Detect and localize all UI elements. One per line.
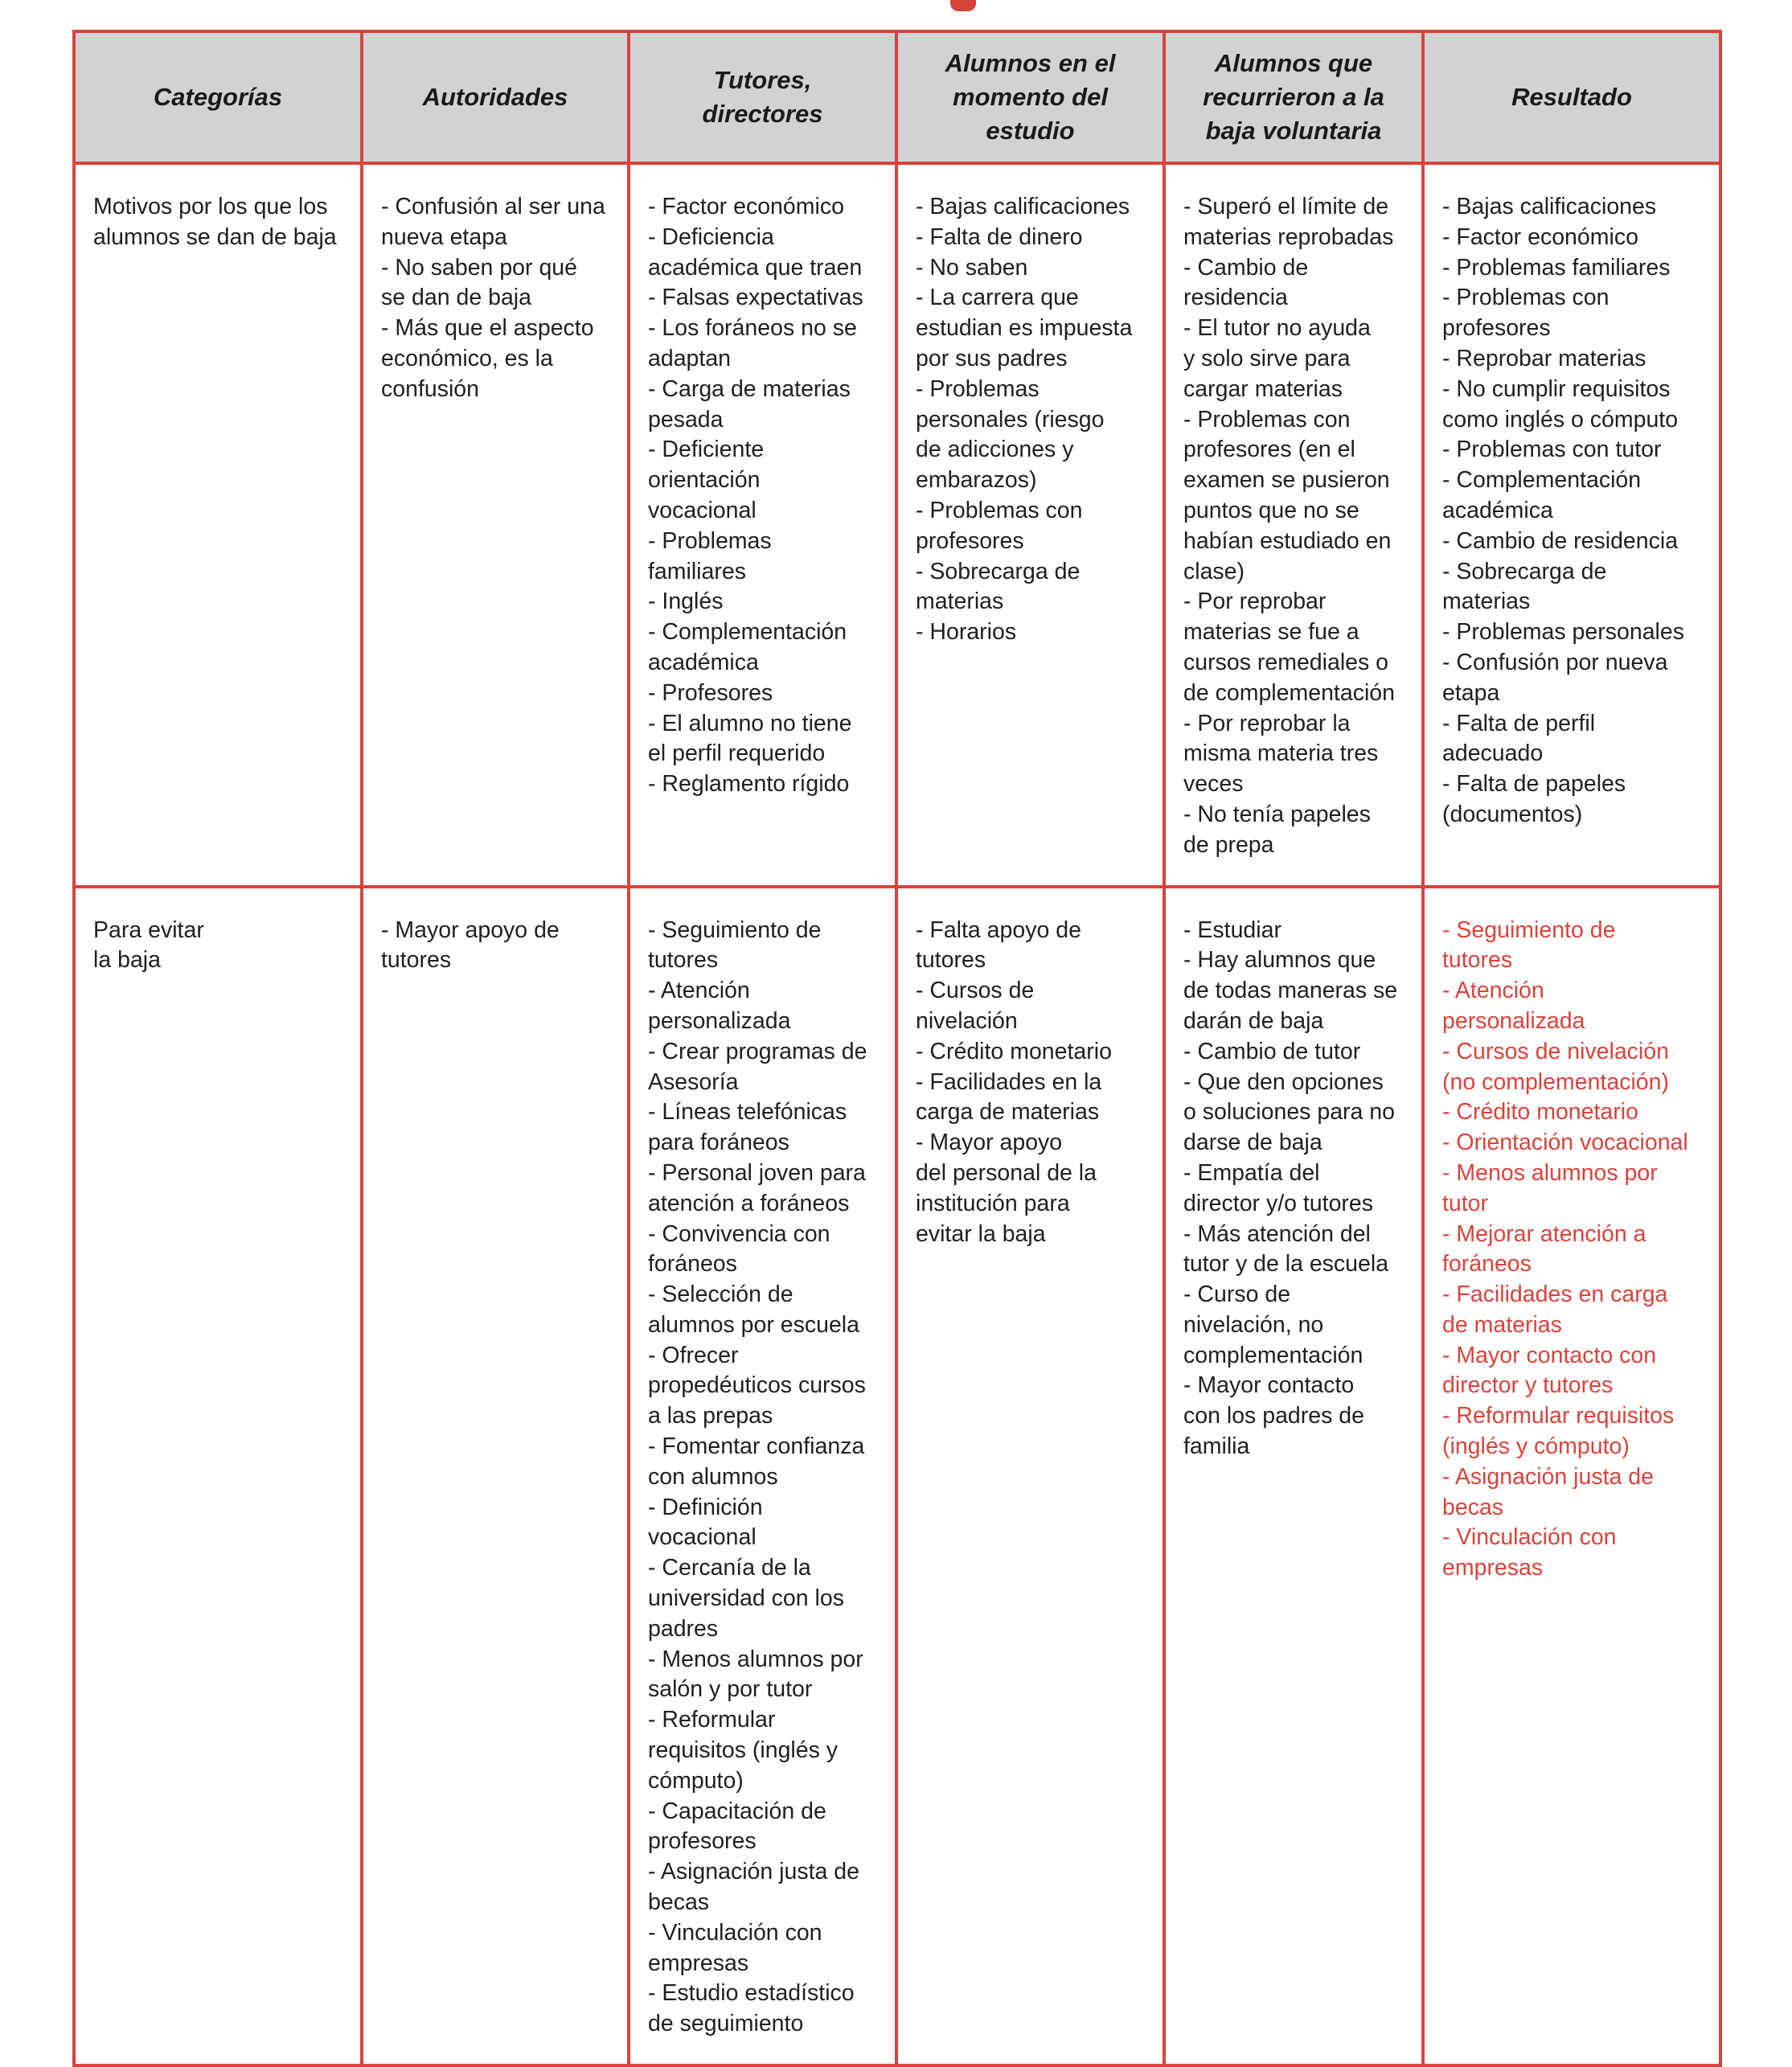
list-item: - Que den opciones o soluciones para no darse de baja	[1183, 1068, 1396, 1156]
list-item: - Cambio de residencia	[1183, 254, 1309, 311]
cell-resultado	[1423, 163, 1720, 887]
cell-alumnos-baja	[1164, 163, 1423, 887]
list-item: - Factor económico	[648, 194, 844, 219]
cell-autoridades	[362, 887, 629, 2065]
list-item: - Deficiente orientación vocacional	[648, 437, 765, 523]
list-item: - Confusión por nueva etapa	[1442, 649, 1668, 706]
list-item: - Horarios	[916, 619, 1017, 646]
list-item: - Reprobar materias	[1442, 345, 1646, 371]
list-item: - Los foráneos no se adaptan	[648, 315, 857, 371]
list-item: - Falta de perfil adecuado	[1442, 710, 1596, 767]
list-item: - Problemas familiares	[1442, 254, 1671, 281]
list-item: - Más que el aspecto económico, es la confusión	[381, 315, 594, 402]
list-item: - Cursos de nivelación (no complementación)	[1442, 1038, 1669, 1095]
list-item: - Ofrecer propedéuticos cursos a las prepas	[648, 1342, 866, 1429]
list-item: - Menos alumnos por tutor	[1442, 1159, 1658, 1216]
list-item: - No saben	[916, 254, 1028, 281]
list-item: - Fomentar confianza con alumnos	[648, 1433, 865, 1490]
list-item: - Vinculación con empresas	[1442, 1524, 1617, 1581]
cell-tutores	[629, 887, 896, 2065]
list-item: - Sobrecarga de materias	[916, 558, 1081, 615]
list-item: - Problemas con profesores	[916, 497, 1083, 554]
list-item: - Líneas telefónicas para foráneos	[648, 1099, 847, 1156]
list-item: - Atención personalizada	[648, 978, 791, 1034]
list-item: - Problemas con tutor	[1442, 437, 1662, 463]
list-item: - Reformular requisitos (inglés y cómputo)	[648, 1707, 839, 1794]
list-item: - La carrera que estudian es impuesta por sus padres	[916, 285, 1133, 371]
list-item: - Crear programas de Asesoría	[648, 1038, 867, 1095]
list-item: - Convivencia con foráneos	[648, 1220, 830, 1278]
list-item: - Atención personalizada	[1442, 978, 1585, 1034]
list-item: - Complementación académica	[1442, 467, 1642, 523]
list-item: - Mayor contacto con los padres de familia	[1183, 1372, 1364, 1460]
header-alumnos-baja: Alumnos que recurrieron a la baja voluntaria	[1164, 31, 1423, 163]
list-item: - Selección de alumnos por escuela	[648, 1282, 859, 1338]
top-decoration-mark	[950, 0, 976, 11]
cell-alumnos-estudio	[896, 887, 1164, 2065]
list-item: - Curso de nivelación, no complementación	[1183, 1282, 1363, 1368]
category-label: Motivos por los que los alumnos se dan de baja	[93, 194, 337, 250]
list-item: - Por reprobar materias se fue a cursos remediales o de complementación	[1183, 589, 1395, 706]
list-item: - Mayor apoyo de tutores	[381, 917, 560, 974]
list-item: - Bajas calificaciones	[1442, 194, 1657, 219]
list-item: - Asignación justa de becas	[648, 1859, 859, 1916]
list-item: - Mayor apoyo del personal de la institución para evitar la baja	[916, 1130, 1097, 1247]
table-row-motivos	[74, 163, 1720, 887]
cell-resultado	[1423, 887, 1720, 2065]
cell-alumnos-estudio	[896, 163, 1164, 887]
table-row-evitar	[74, 887, 1720, 2065]
cell-autoridades	[362, 163, 629, 887]
header-alumnos-estudio: Alumnos en el momento del estudio	[896, 31, 1164, 163]
list-item: - Hay alumnos que de todas maneras se darán de baja	[1183, 947, 1398, 1034]
list-item: - Falsas expectativas	[648, 285, 863, 311]
list-item: - Seguimiento de tutores	[1442, 917, 1616, 974]
cell-tutores	[629, 163, 896, 887]
list-item: - Problemas familiares	[648, 527, 772, 584]
list-item: - Personal joven para atención a foráneos	[648, 1159, 866, 1216]
header-resultado: Resultado	[1423, 31, 1720, 163]
list-item: - Crédito monetario	[916, 1038, 1112, 1064]
list-item: - Reglamento rígido	[648, 771, 850, 798]
list-item: - Inglés	[648, 589, 724, 615]
list-item: - Asignación justa de becas	[1442, 1463, 1654, 1520]
list-item: - Falta de dinero	[916, 224, 1083, 250]
header-row	[74, 31, 1720, 163]
header-autoridades: Autoridades	[362, 31, 629, 163]
list-item: - El alumno no tiene el perfil requerido	[648, 710, 852, 767]
list-item: - Facilidades en carga de materias	[1442, 1282, 1668, 1338]
list-item: - Cursos de nivelación	[916, 978, 1035, 1034]
list-item: - Sobrecarga de materias	[1442, 558, 1607, 615]
list-item: - Factor económico	[1442, 224, 1638, 250]
list-item: - Falta apoyo de tutores	[916, 917, 1081, 974]
comparison-table	[72, 30, 1722, 2067]
category-label: Para evitar la baja	[93, 917, 204, 974]
list-item: - Empatía del director y/o tutores	[1183, 1159, 1374, 1216]
list-item: - Superó el límite de materias reprobadas	[1183, 194, 1394, 250]
list-item: - Cambio de tutor	[1183, 1038, 1361, 1064]
cell-category	[74, 887, 362, 2065]
list-item: - Por reprobar la misma materia tres veces	[1183, 710, 1379, 798]
list-item: - Crédito monetario	[1442, 1099, 1638, 1126]
list-item: - No saben por qué se dan de baja	[381, 254, 577, 311]
list-item: - No tenía papeles de prepa	[1183, 801, 1371, 858]
list-item: - Reformular requisitos (inglés y cómputo)	[1442, 1403, 1675, 1460]
list-item: - Cambio de residencia	[1442, 527, 1679, 554]
list-item: - Menos alumnos por salón y por tutor	[648, 1646, 863, 1703]
list-item: - Confusión al ser una nueva etapa	[381, 194, 605, 250]
list-item: - Complementación académica	[648, 619, 847, 675]
list-item: - Mejorar atención a foráneos	[1442, 1220, 1646, 1278]
list-item: - Estudiar	[1183, 917, 1281, 943]
list-item: - Definición vocacional	[648, 1494, 763, 1551]
list-item: - Orientación vocacional	[1442, 1130, 1688, 1156]
list-item: - No cumplir requisitos como inglés o cómputo	[1442, 375, 1679, 433]
list-item: - Más atención del tutor y de la escuela	[1183, 1220, 1389, 1278]
list-item: - Mayor contacto con director y tutores	[1442, 1342, 1657, 1399]
list-item: - Problemas con profesores (en el examen se pusieron puntos que no se habían estudiado en clase)	[1183, 406, 1392, 584]
list-item: - Problemas personales (riesgo de adicciones y embarazos)	[916, 375, 1105, 494]
list-item: - Facilidades en la carga de materias	[916, 1068, 1102, 1126]
list-item: - Seguimiento de tutores	[648, 917, 822, 974]
header-tutores-directores: Tutores, directores	[629, 31, 896, 163]
cell-category	[74, 163, 362, 887]
list-item: - Deficiencia académica que traen	[648, 224, 863, 281]
list-item: - Capacitación de profesores	[648, 1798, 826, 1855]
header-categorias: Categorías	[74, 31, 362, 163]
list-item: - Bajas calificaciones	[916, 194, 1130, 219]
list-item: - Falta de papeles (documentos)	[1442, 771, 1626, 827]
list-item: - Carga de materias pesada	[648, 375, 851, 433]
list-item: - Problemas personales	[1442, 619, 1684, 646]
list-item: - Estudio estadístico de seguimiento	[648, 1980, 855, 2037]
list-item: - Vinculación con empresas	[648, 1919, 822, 1976]
list-item: - El tutor no ayuda y solo sirve para cargar materias	[1183, 315, 1371, 402]
list-item: - Cercanía de la universidad con los padres	[648, 1555, 844, 1642]
list-item: - Profesores	[648, 679, 773, 706]
cell-alumnos-baja	[1164, 887, 1423, 2065]
list-item: - Problemas con profesores	[1442, 285, 1610, 342]
